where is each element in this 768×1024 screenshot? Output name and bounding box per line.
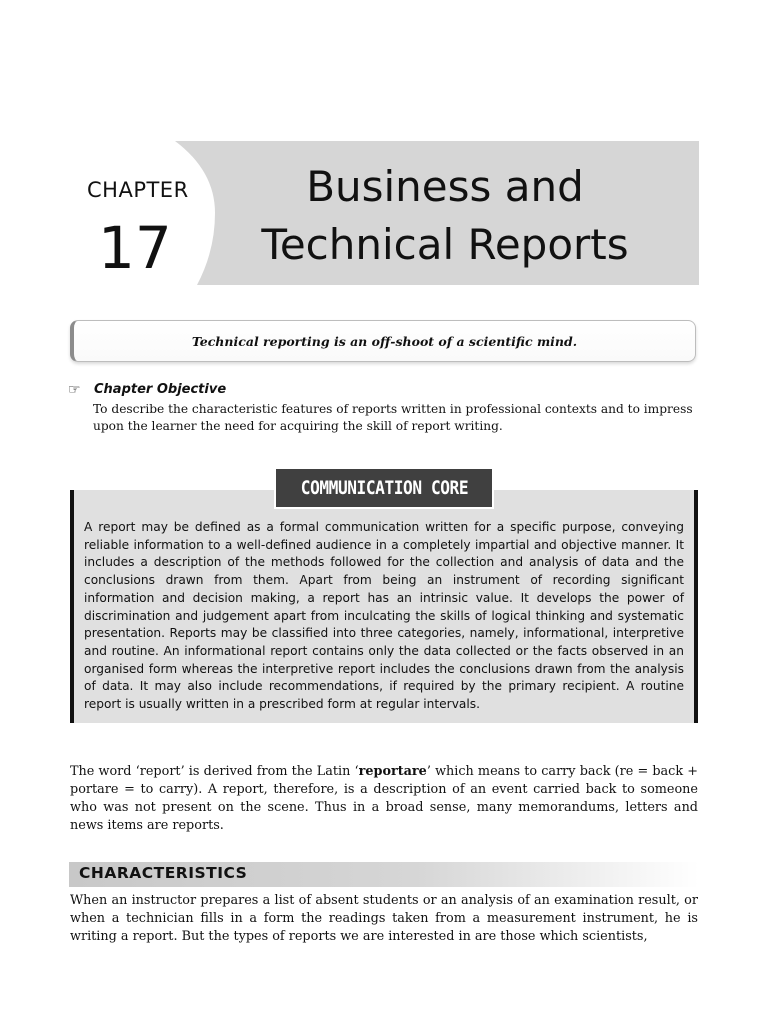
quote-text: Technical reporting is an off-shoot of a scientific mind. [191, 333, 578, 349]
objective-text: To describe the characteristic features of reports written in professional contexts and to impress upon the learner the need for acquiring the skill of report writing. [93, 402, 693, 433]
pointing-hand-icon: ☞ [68, 382, 81, 398]
objective-heading: Chapter Objective [94, 382, 227, 397]
chapter-label: CHAPTER [87, 178, 189, 202]
intro-paragraph [70, 763, 698, 835]
latin-term: reportare [358, 764, 427, 779]
communication-core-text: A report may be defined as a formal communication written for a specific purpose, conveying reliable information to a well-defined audience in a completely impartial and objective manner. It includes a description of the methods followed for the collection and analysis of data and the conclusions drawn from them. Apart from being an instrument of recording significant information and decision making, a report has an intrinsic value. It develops the power of discrimination and judgement apart from inculcating the skills of logical thinking and systematic presentation. Reports may be classified into three categories, namely, informational, interpretive and routine. An informational report contains only the data collected or the facts observed in an organised form whereas the interpretive report includes the conclusions drawn from the analysis of data. It may also include recommendations, if required by the primary recipient. A routine report is usually written in a prescribed form at regular intervals. [84, 520, 684, 712]
communication-core-title-bar [274, 467, 494, 509]
chapter-number: 17 [98, 214, 172, 282]
section-heading: CHARACTERISTICS [79, 864, 248, 882]
chapter-title: Business and Technical Reports [261, 162, 629, 269]
intro-text-start: The word ‘report’ is derived from the Latin ‘ [70, 764, 359, 779]
quote-box [70, 320, 696, 362]
intro-text-end: ’ which means to carry back (re = back + portare = to carry). A report, therefore, is a description of an event carried back to someone who was not present on the scene. Thus in a broad sense, many memorandums, letters and news items are reports. [70, 764, 698, 833]
communication-core-title: COMMUNICATION CORE [300, 477, 468, 499]
characteristics-paragraph: When an instructor prepares a list of absent students or an analysis of an examination result, or when a technician fills in a form the readings taken from a measurement instrument, he is writing a report. But the types of reports we are interested in are those which scientists, [70, 893, 698, 944]
